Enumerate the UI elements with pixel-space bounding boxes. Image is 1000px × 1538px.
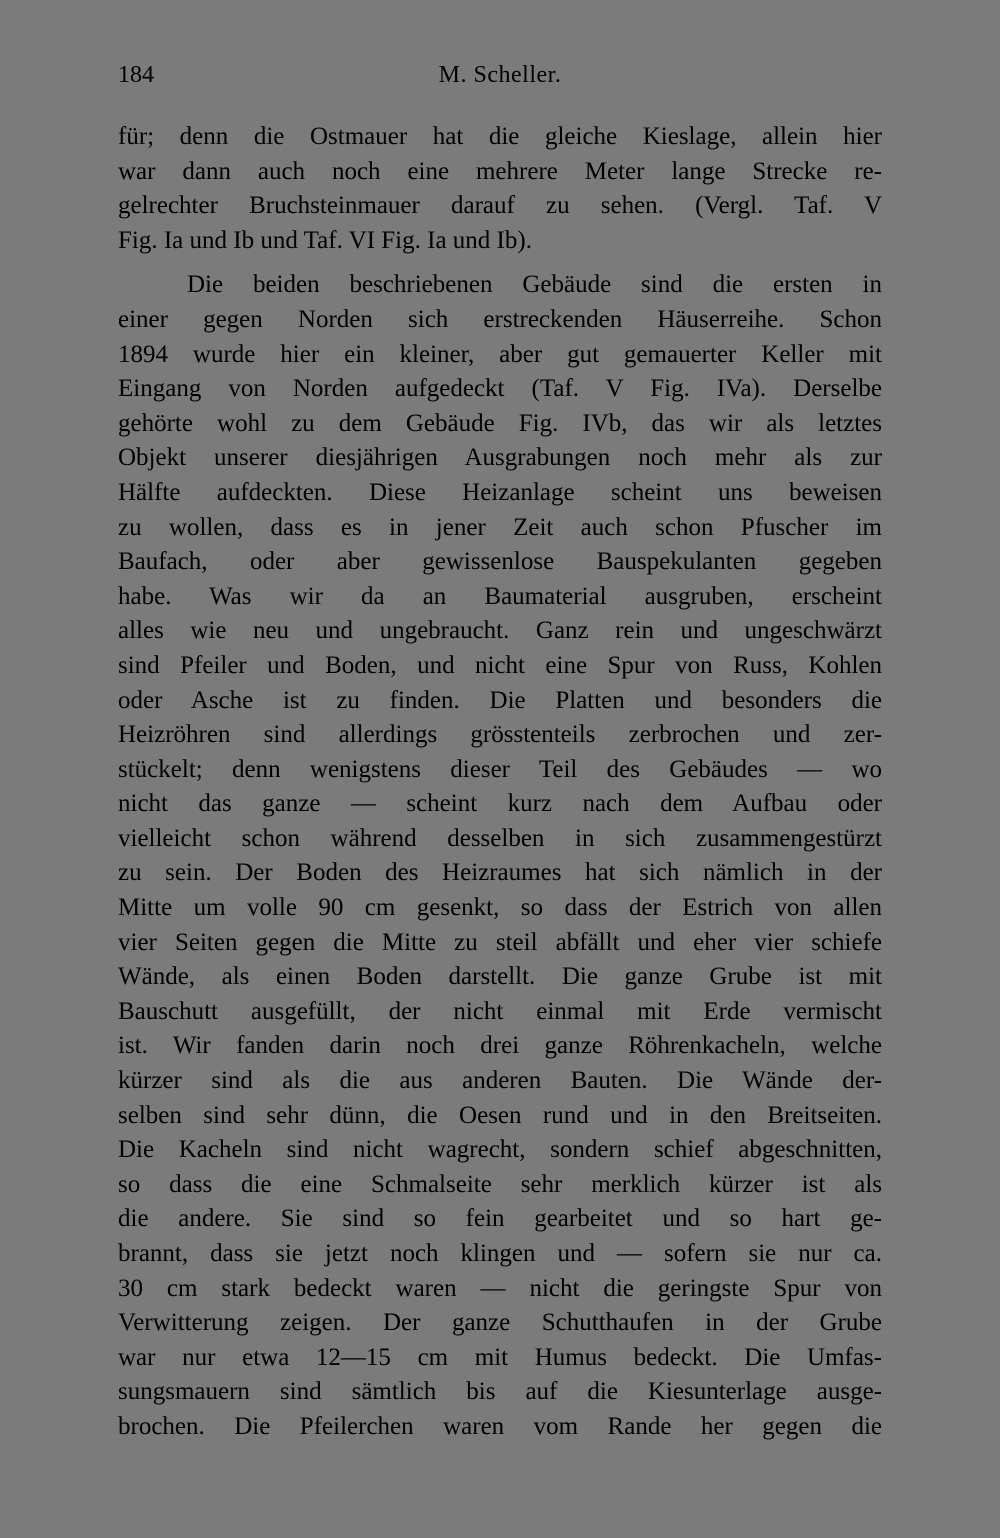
text-line: Hälfte aufdeckten. Diese Heizanlage scheint uns beweisen: [118, 478, 882, 506]
running-title: M. Scheller.: [438, 62, 562, 88]
text-line: die andere. Sie sind so fein gearbeitet und so hart ge-: [118, 1205, 882, 1233]
text-line: alles wie neu und ungebraucht. Ganz rein und ungeschwärzt: [118, 617, 882, 645]
text-line: Verwitterung zeigen. Der ganze Schutthaufen in der Grube: [118, 1309, 882, 1337]
text-line: stückelt; denn wenigstens dieser Teil des Gebäudes — wo: [118, 755, 882, 783]
text-line: Baufach, oder aber gewissenlose Bauspekulanten gegeben: [118, 548, 882, 576]
paragraph: [118, 268, 882, 1444]
text-line: Bauschutt ausgefüllt, der nicht einmal mit Erde vermischt: [118, 997, 882, 1025]
text-line: kürzer sind als die aus anderen Bauten. Die Wände der-: [118, 1067, 882, 1095]
text-line: 1894 wurde hier ein kleiner, aber gut gemauerter Keller mit: [118, 340, 882, 368]
paragraph-gap: [118, 258, 882, 268]
text-line: gehörte wohl zu dem Gebäude Fig. IVb, das wir als letztes: [118, 409, 882, 437]
text-line: Die Kacheln sind nicht wagrecht, sondern schief abgeschnitten,: [118, 1136, 882, 1164]
text-line: 30 cm stark bedeckt waren — nicht die geringste Spur von: [118, 1274, 882, 1302]
text-line: Mitte um volle 90 cm gesenkt, so dass der Estrich von allen: [118, 894, 882, 922]
page-number: 184: [118, 62, 154, 88]
text-line: brochen. Die Pfeilerchen waren vom Rande her gegen die: [118, 1412, 882, 1440]
text-line: für; denn die Ostmauer hat die gleiche Kieslage, allein hier: [118, 123, 882, 150]
text-line: Die beiden beschriebenen Gebäude sind die ersten in: [187, 271, 882, 299]
text-line: Eingang von Norden aufgedeckt (Taf. V Fig. IVa). Derselbe: [118, 375, 882, 403]
page-header: [118, 62, 882, 96]
text-line: zu wollen, dass es in jener Zeit auch schon Pfuscher im: [118, 513, 882, 541]
text-line: selben sind sehr dünn, die Oesen rund und in den Breitseiten.: [118, 1101, 882, 1129]
text-line: nicht das ganze — scheint kurz nach dem Aufbau oder: [118, 790, 882, 818]
text-line: Wände, als einen Boden darstellt. Die ganze Grube ist mit: [118, 963, 882, 991]
text-line: war dann auch noch eine mehrere Meter lange Strecke re-: [118, 157, 882, 185]
text-line: sind Pfeiler und Boden, und nicht eine Spur von Russ, Kohlen: [118, 651, 882, 679]
text-line: einer gegen Norden sich erstreckenden Häuserreihe. Schon: [118, 305, 882, 333]
text-line: war nur etwa 12—15 cm mit Humus bedeckt. Die Umfas-: [118, 1343, 882, 1371]
text-line: vier Seiten gegen die Mitte zu steil abfällt und eher vier schiefe: [118, 928, 882, 956]
text-line: Fig. Ia und Ib und Taf. VI Fig. Ia und Ib).: [118, 226, 532, 254]
text-line: sungsmauern sind sämtlich bis auf die Kiesunterlage ausge-: [118, 1378, 882, 1406]
text-line: gelrechter Bruchsteinmauer darauf zu sehen. (Vergl. Taf. V: [118, 192, 882, 220]
text-line: brannt, dass sie jetzt noch klingen und — sofern sie nur ca.: [118, 1240, 882, 1267]
text-line: oder Asche ist zu finden. Die Platten und besonders die: [118, 686, 882, 714]
text-line: Heizröhren sind allerdings grösstenteils zerbrochen und zer-: [118, 721, 882, 749]
text-line: so dass die eine Schmalseite sehr merklich kürzer ist als: [118, 1170, 882, 1198]
text-line: habe. Was wir da an Baumaterial ausgruben, erscheint: [118, 582, 882, 610]
text-line: zu sein. Der Boden des Heizraumes hat sich nämlich in der: [118, 859, 882, 887]
text-line: ist. Wir fanden darin noch drei ganze Röhrenkacheln, welche: [118, 1032, 882, 1060]
text-line: Objekt unserer diesjährigen Ausgrabungen noch mehr als zur: [118, 444, 882, 472]
paragraph: [118, 120, 882, 258]
body-text: [118, 120, 882, 1445]
text-line: vielleicht schon während desselben in sich zusammengestürzt: [118, 824, 882, 852]
